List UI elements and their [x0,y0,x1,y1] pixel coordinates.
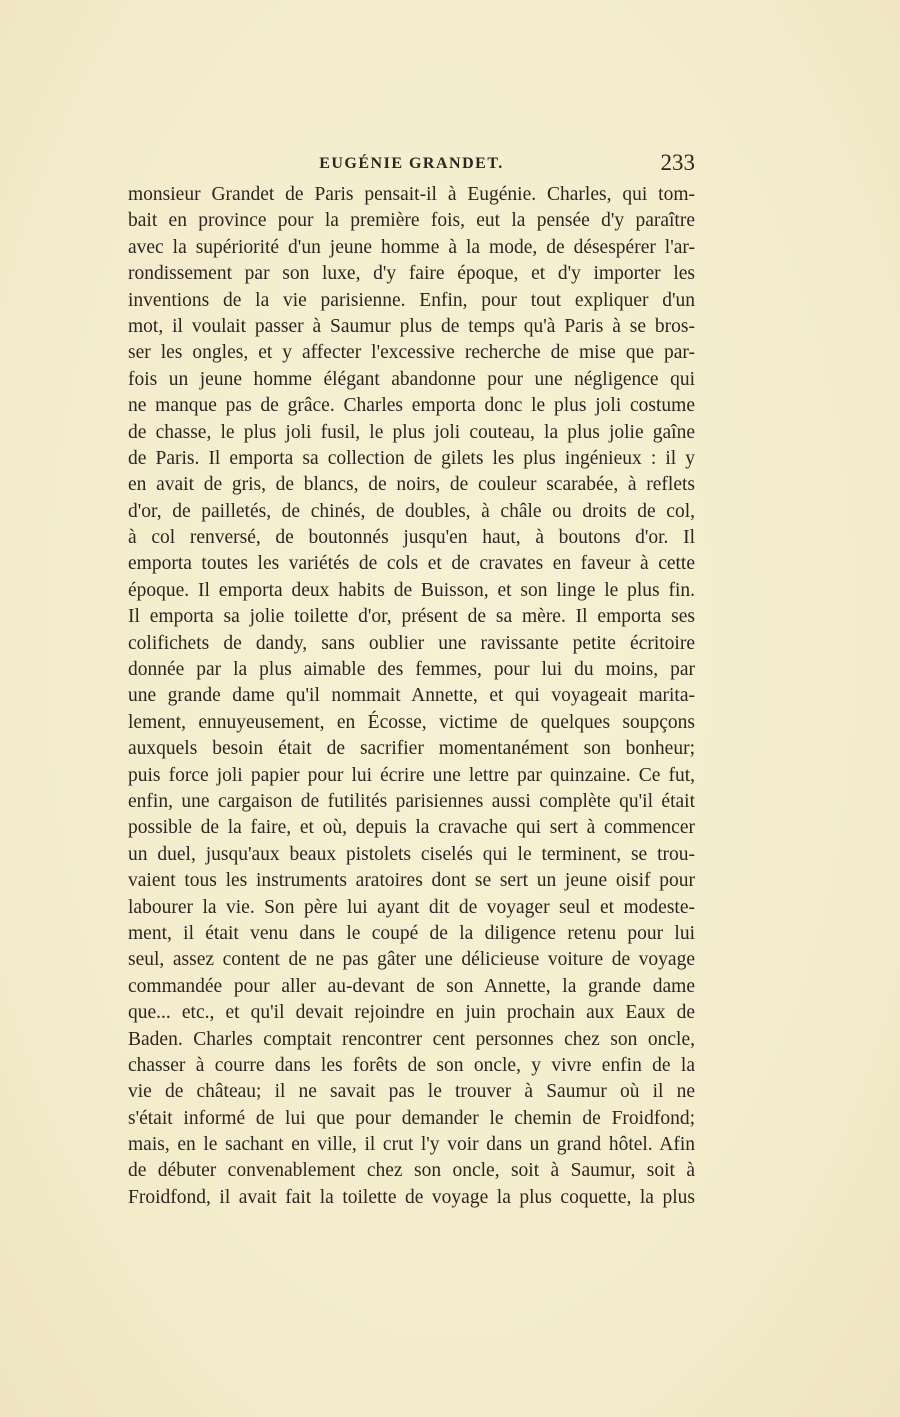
text-line: inventions de la vie parisienne. Enfin, pour tout expliquer d'un [128,289,695,311]
page-header [128,150,695,178]
text-line: une grande dame qu'il nommait Annette, et qui voyageait marita- [128,685,695,707]
text-line: seul, assez content de ne pas gâter une délicieuse voiture de voyage [128,949,695,971]
text-line: de chasse, le plus joli fusil, le plus joli couteau, la plus jolie gaîne [128,421,695,443]
text-line: possible de la faire, et où, depuis la cravache qui sert à commencer [128,817,695,839]
text-line: commandée pour aller au-devant de son Annette, la grande dame [128,975,695,997]
text-line: lement, ennuyeusement, en Écosse, victime de quelques soupçons [128,711,695,733]
text-line: un duel, jusqu'aux beaux pistolets ciselés qui le terminent, se trou- [128,843,695,865]
text-line: auxquels besoin était de sacrifier momentanément son bonheur; [128,738,695,760]
text-line: colifichets de dandy, sans oublier une ravissante petite écritoire [128,632,695,654]
text-line: s'était informé de lui que pour demander le chemin de Froidfond; [128,1107,695,1129]
text-line: bait en province pour la première fois, eut la pensée d'y paraître [128,210,695,232]
text-line: mot, il voulait passer à Saumur plus de temps qu'à Paris à se bros- [128,315,695,337]
text-line: puis force joli papier pour lui écrire une lettre par quinzaine. Ce fut, [128,764,695,786]
text-line: en avait de gris, de blancs, de noirs, de couleur scarabée, à reflets [128,474,695,496]
text-line: labourer la vie. Son père lui ayant dit de voyager seul et modeste- [128,896,695,918]
text-line: que... etc., et qu'il devait rejoindre en juin prochain aux Eaux de [128,1002,695,1024]
text-line: fois un jeune homme élégant abandonne pour une négligence qui [128,368,695,390]
text-line: Baden. Charles comptait rencontrer cent personnes chez son oncle, [128,1028,695,1050]
text-line: à col renversé, de boutonnés jusqu'en haut, à boutons d'or. Il [128,527,695,549]
text-line: avec la supériorité d'un jeune homme à la mode, de désespérer l'ar- [128,236,695,258]
text-line: ser les ongles, et y affecter l'excessive recherche de mise que par- [128,342,695,364]
text-line: chasser à courre dans les forêts de son oncle, y vivre enfin de la [128,1054,695,1076]
text-line: mais, en le sachant en ville, il crut l'y voir dans un grand hôtel. Afin [128,1134,695,1156]
text-line: ne manque pas de grâce. Charles emporta donc le plus joli costume [128,395,695,417]
running-title: EUGÉNIE GRANDET. [319,155,504,172]
text-line: vie de château; il ne savait pas le trouver à Saumur où il ne [128,1081,695,1103]
text-line: de Paris. Il emporta sa collection de gilets les plus ingénieux : il y [128,447,695,469]
text-line: Il emporta sa jolie toilette d'or, présent de sa mère. Il emporta ses [128,606,695,628]
text-line: ment, il était venu dans le coupé de la diligence retenu pour lui [128,922,695,944]
text-line: Froidfond, il avait fait la toilette de voyage la plus coquette, la plus [128,1186,695,1208]
text-line: donnée par la plus aimable des femmes, pour lui du moins, par [128,659,695,681]
body-text [128,182,695,1211]
text-line: vaient tous les instruments aratoires dont se sert un jeune oisif pour [128,870,695,892]
text-line: emporta toutes les variétés de cols et de cravates en faveur à cette [128,553,695,575]
text-line: rondissement par son luxe, d'y faire époque, et d'y importer les [128,263,695,285]
text-line: de débuter convenablement chez son oncle, soit à Saumur, soit à [128,1160,695,1182]
text-line: d'or, de pailletés, de chinés, de doubles, à châle ou droits de col, [128,500,695,522]
text-line: époque. Il emporta deux habits de Buisson, et son linge le plus fin. [128,579,695,601]
text-line: enfin, une cargaison de futilités parisiennes aussi complète qu'il était [128,790,695,812]
page-number: 233 [660,150,695,175]
text-line: monsieur Grandet de Paris pensait-il à Eugénie. Charles, qui tom- [128,184,695,205]
